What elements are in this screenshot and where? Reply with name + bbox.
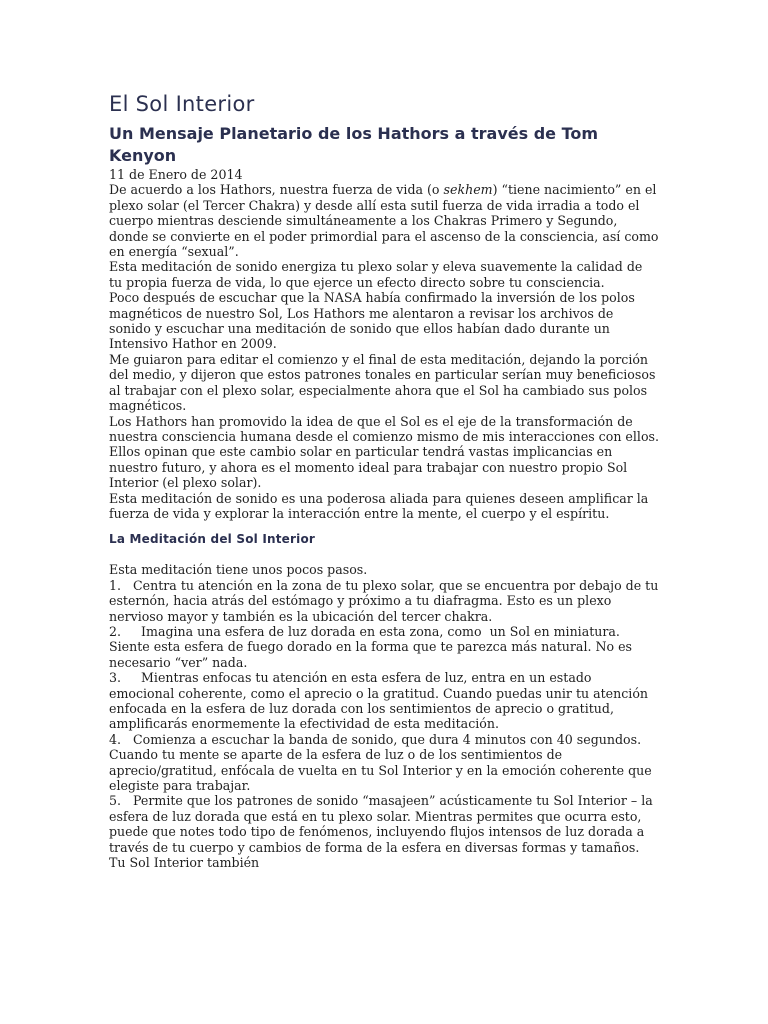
page-title: El Sol Interior <box>109 92 255 116</box>
intro-p1-italic: sekhem <box>443 182 493 198</box>
section-heading: La Meditación del Sol Interior <box>109 532 316 547</box>
intro-paragraph-5: Los Hathors han promovido la idea de que el Sol es el eje de la transformación de nuestra consciencia humana desde el comienzo mismo de mis interacciones con ellos. <box>109 413 659 444</box>
step-item: 2. Imagina una esfera de luz dorada en esta zona, como un Sol en miniatura. Siente esta esfera de fuego dorado en la forma que te parezca más natural. No es necesario “ver” nada. <box>109 623 637 670</box>
section-intro: Esta meditación tiene unos pocos pasos. <box>109 562 368 578</box>
intro-paragraph-6: Ellos opinan que este cambio solar en particular tendrá vastas implicancias en nuestro futuro, y ahora es el momento ideal para trabajar con nuestro propio Sol Interior (el plexo solar). <box>109 444 628 491</box>
step-item: 5. Permite que los patrones de sonido “masajeen” acústicamente tu Sol Interior – la esfera de luz dorada que está en tu plexo solar. Mientras permites que ocurra esto, puede que notes todo tipo de fenómenos, incluyendo flujos intensos de luz dorada a través de tu cuerpo y cambios de forma de la esfera en diversas formas y tamaños. Tu Sol Interior también <box>109 793 657 871</box>
document-page <box>109 90 663 871</box>
intro-p1-start: De acuerdo a los Hathors, nuestra fuerza de vida (o <box>109 182 444 198</box>
publication-date: 11 de Enero de 2014 <box>109 167 243 182</box>
intro-paragraph-7: Esta meditación de sonido es una poderosa aliada para quienes deseen amplificar la fuerza de vida y explorar la interacción entre la mente, el cuerpo y el espíritu. <box>109 490 649 521</box>
intro-paragraph-3: Poco después de escuchar que la NASA había confirmado la inversión de los polos magnéticos de nuestro Sol, Los Hathors me alentaron a revisar los archivos de sonido y escuchar una meditación de sonido que ellos habían dado durante un Intensivo Hathor en 2009. <box>109 290 635 352</box>
intro-paragraph-4: Me guiaron para editar el comienzo y el final de esta meditación, dejando la porción del medio, y dijeron que estos patrones tonales en particular serían muy beneficiosos al trabajar con el plexo solar, especialmente ahora que el Sol ha cambiado sus polos magnéticos. <box>109 351 656 414</box>
intro-p1-end: ) “tiene nacimiento” en el plexo solar (el Tercer Chakra) y desde allí esta sutil fuerza de vida irradia a todo el cuerpo mientras desciende simultáneamente a los Chakras Primero y Segundo, donde se convierte en el poder primordial para el ascenso de la consciencia, así como en energía “sexual”. <box>109 182 659 260</box>
step-item: 3. Mientras enfocas tu atención en esta esfera de luz, entra en un estado emocional coherente, como el aprecio o la gratitud. Cuando puedas unir tu atención enfocada en la esfera de luz dorada con los sentimientos de aprecio o gratitud, amplificarás enormemente la efectividad de esta meditación. <box>109 670 653 732</box>
intro-paragraph-1 <box>109 182 659 259</box>
step-item: 1. Centra tu atención en la zona de tu plexo solar, que se encuentra por debajo de tu esternón, hacia atrás del estómago y próximo a tu diafragma. Esto es un plexo nervioso mayor y también es la ubicación del tercer chakra. <box>109 577 663 624</box>
page-subtitle: Un Mensaje Planetario de los Hathors a través de Tom Kenyon <box>109 124 599 165</box>
step-item: 4. Comienza a escuchar la banda de sonido, que dura 4 minutos con 40 segundos. Cuando tu mente se aparte de la esfera de luz o de los sentimientos de aprecio/gratitud, enfócala de vuelta en tu Sol Interior y en la emoción coherente que elegiste para trabajar. <box>109 731 656 794</box>
intro-paragraph-2: Esta meditación de sonido energiza tu plexo solar y eleva suavemente la calidad de tu propia fuerza de vida, lo que ejerce un efecto directo sobre tu consciencia. <box>109 259 643 290</box>
